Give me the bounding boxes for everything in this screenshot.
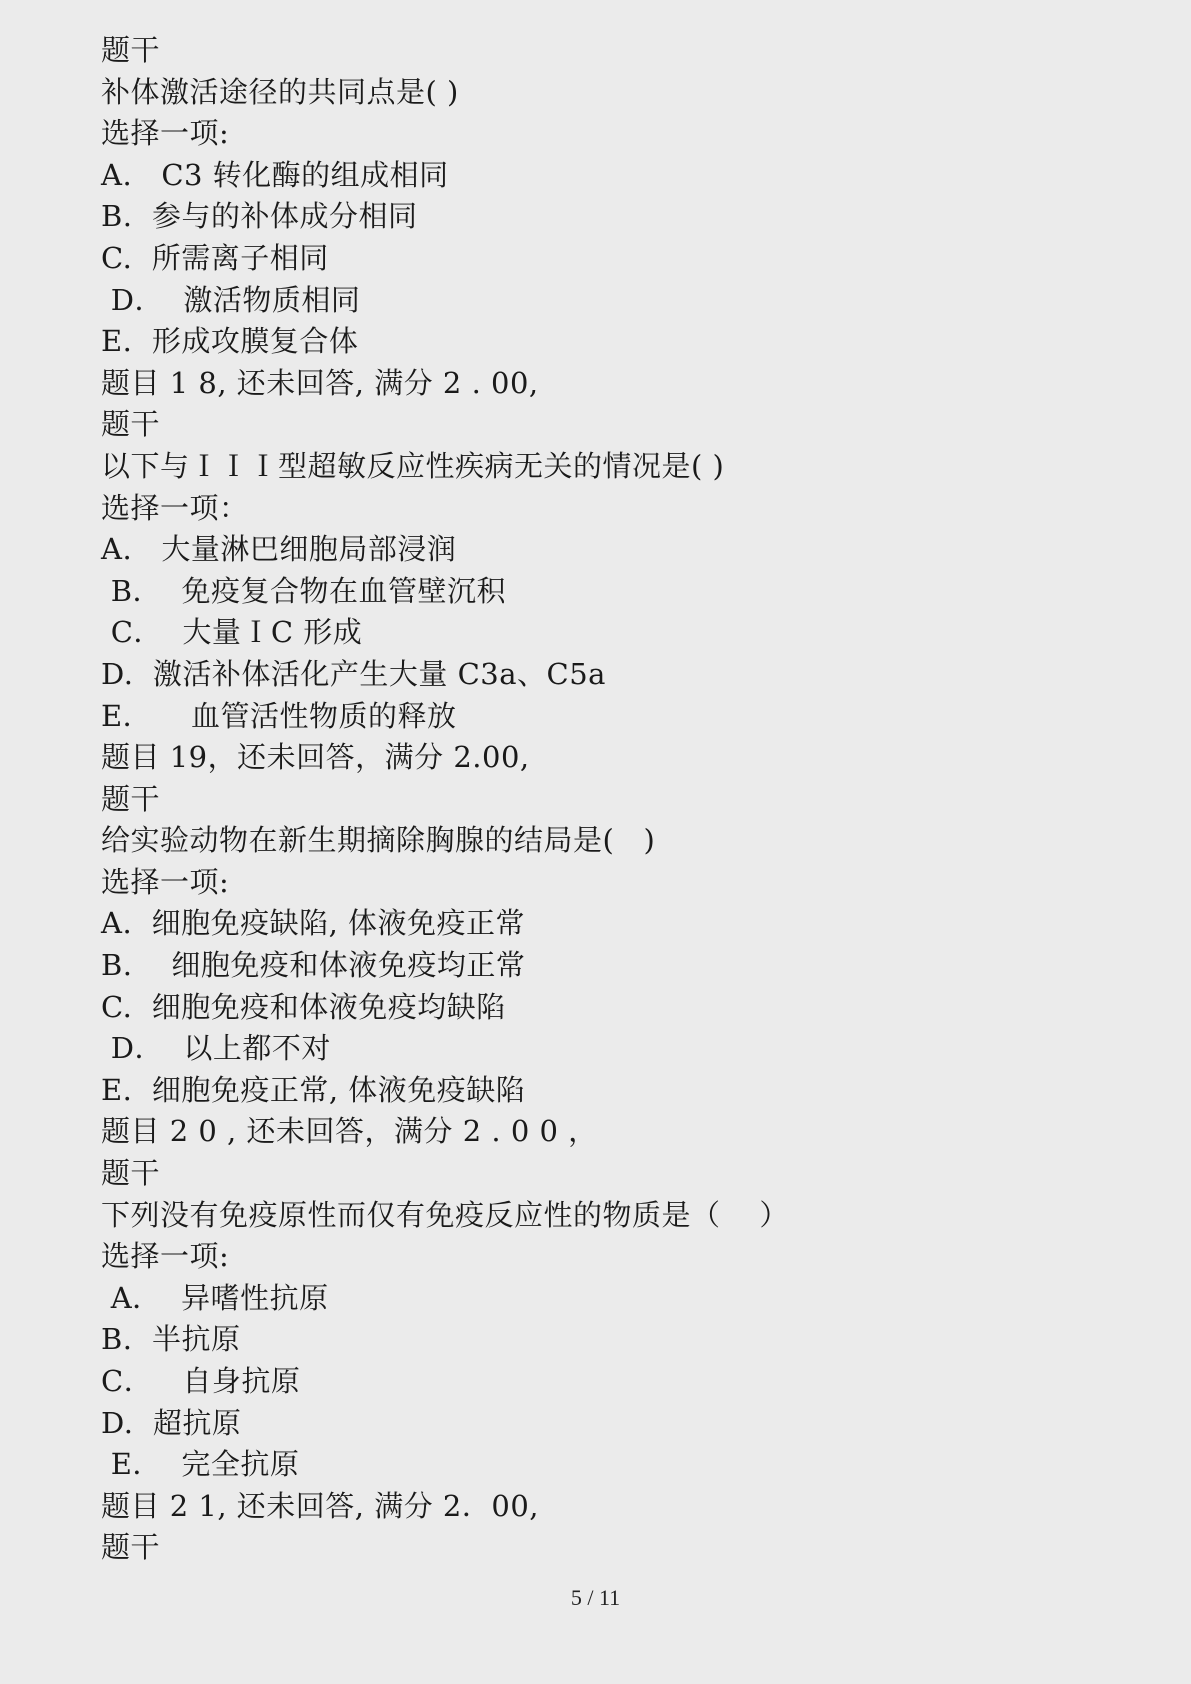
page-number: 5 / 11 (570, 1585, 621, 1610)
option-e: E． 完全抗原 (101, 1447, 300, 1482)
page-content (101, 30, 1101, 1569)
question-header-20: 题目 2 0 , 还未回答，满分 2 . 0 0 ， (101, 1114, 598, 1149)
stem-label: 题干 (101, 33, 161, 67)
option-d: D. 激活补体活化产生大量 C3a、C5a (101, 656, 606, 691)
option-a: A． 异嗜性抗原 (101, 1280, 329, 1315)
option-c: C. 所需离子相同 (101, 240, 329, 275)
option-c: C. 细胞免疫和体液免疫均缺陷 (101, 989, 506, 1024)
option-d: D． 激活物质相同 (101, 282, 361, 317)
stem-label: 题干 (101, 407, 161, 442)
stem-label: 题干 (101, 1530, 161, 1565)
question-header-19: 题目 19，还未回答，满分 2.00, (101, 740, 530, 775)
question-text: 以下与ＩＩＩ型超敏反应性疾病无关的情况是( ) (101, 448, 725, 483)
choose-one-label: 选择一项: (101, 1239, 230, 1274)
option-b: B． 免疫复合物在血管壁沉积 (101, 573, 506, 608)
choose-one-label: 选择一项: (101, 864, 230, 899)
question-text: 下列没有免疫原性而仅有免疫反应性的物质是（ ） (101, 1197, 789, 1232)
option-c: C． 大量ＩC 形成 (101, 615, 363, 650)
question-header-18: 题目 1 8, 还未回答, 满分 2 . 00, (101, 365, 539, 400)
stem-label: 题干 (101, 1156, 161, 1191)
option-c: C． 自身抗原 (101, 1364, 301, 1398)
option-d: D. 超抗原 (101, 1405, 242, 1440)
choose-one-label: 选择一项： (101, 490, 249, 525)
question-header-21: 题目 2 1, 还未回答, 满分 2．00, (101, 1488, 539, 1523)
question-text: 补体激活途径的共同点是( ) (101, 74, 459, 109)
choose-one-label: 选择一项: (101, 116, 230, 151)
option-a: A. C3 转化酶的组成相同 (101, 157, 449, 192)
option-d: D． 以上都不对 (101, 1031, 331, 1066)
stem-label: 题干 (101, 781, 161, 816)
option-e: E. 细胞免疫正常, 体液免疫缺陷 (101, 1072, 526, 1107)
question-text: 给实验动物在新生期摘除胸腺的结局是( ) (101, 823, 656, 858)
option-a: A. 细胞免疫缺陷, 体液免疫正常 (101, 906, 526, 941)
option-e: E． 血管活性物质的释放 (101, 698, 457, 733)
option-a: A. 大量淋巴细胞局部浸润 (101, 532, 457, 567)
option-b: B. 参与的补体成分相同 (101, 199, 418, 234)
option-b: B. 半抗原 (101, 1322, 241, 1357)
option-b: B. 细胞免疫和体液免疫均正常 (101, 948, 526, 983)
option-e: E. 形成攻膜复合体 (101, 324, 359, 359)
